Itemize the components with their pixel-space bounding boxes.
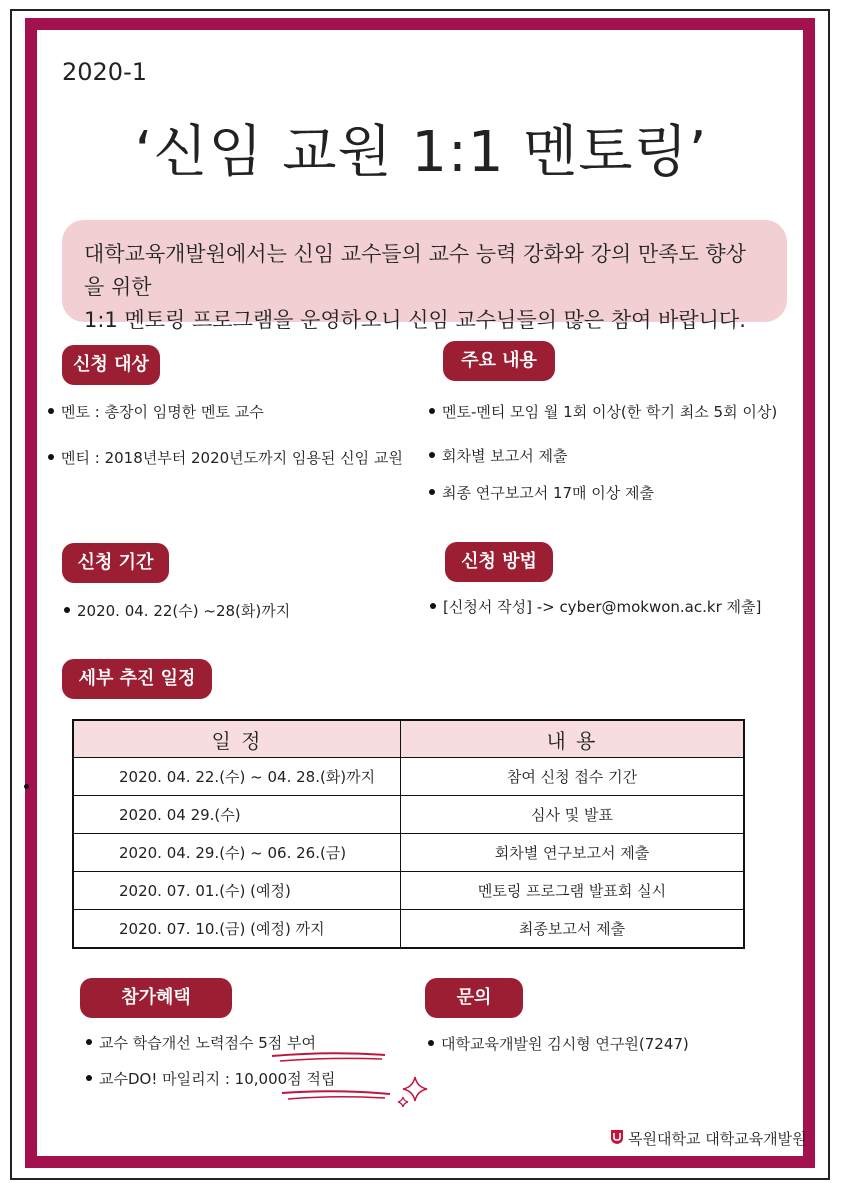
list-item: 멘토 : 총장이 임명한 멘토 교수 [48,401,264,422]
table-cell-desc: 최종보고서 제출 [401,910,745,949]
list-item: 교수DO! 마일리지 : 10,000점 적립 [86,1068,335,1089]
intro-line-2: 1:1 멘토링 프로그램을 운영하오니 신임 교수님들의 많은 참여 바랍니다. [84,308,746,332]
bullet-icon [48,454,54,460]
bullet-icon [429,408,435,414]
list-item: 2020. 04. 22(수) ~28(화)까지 [64,600,290,621]
list-item: 멘티 : 2018년부터 2020년도까지 임용된 신임 교원 [48,447,403,468]
stray-dot [24,784,29,789]
section-method-label: 신청 방법 [445,542,553,582]
bullet-icon [430,603,436,609]
table-row [73,910,744,949]
year-label: 2020-1 [62,58,148,86]
highlight-underline [270,1050,390,1064]
section-schedule-label: 세부 추진 일정 [62,659,212,699]
table-cell-desc: 참여 신청 접수 기간 [401,758,745,796]
bullet-icon [64,607,70,613]
table-cell-date: 2020. 04. 22.(수) ~ 04. 28.(화)까지 [73,758,401,796]
list-item: 멘토-멘티 모임 월 1회 이상(한 학기 최소 5회 이상) [429,401,777,422]
bullet-icon [429,452,435,458]
table-header-date: 일 정 [73,720,401,758]
footer [610,1128,807,1150]
table-cell-date: 2020. 07. 10.(금) (예정) 까지 [73,910,401,949]
section-target-label: 신청 대상 [62,345,160,385]
list-item: [신청서 작성] -> cyber@mokwon.ac.kr 제출] [430,596,761,617]
list-item: 최종 연구보고서 17매 이상 제출 [429,482,654,503]
table-row [73,834,744,872]
list-item: 대학교육개발원 김시형 연구원(7247) [428,1033,689,1054]
section-period-label: 신청 기간 [62,543,169,583]
intro-box [62,220,787,332]
highlight-underline [280,1088,395,1102]
table-cell-desc: 회차별 연구보고서 제출 [401,834,745,872]
table-row [73,872,744,910]
section-content-label: 주요 내용 [443,341,555,381]
table-header-row [73,720,744,758]
list-item: 회차별 보고서 제출 [429,445,567,466]
table-row [73,758,744,796]
section-inquiry-label: 문의 [425,978,523,1018]
table-cell-date: 2020. 04. 29.(수) ~ 06. 26.(금) [73,834,401,872]
bullet-icon [48,408,54,414]
schedule-table [72,719,745,949]
bullet-icon [86,1075,92,1081]
page-title: ‘신임 교원 1:1 멘토링’ [134,120,708,185]
section-benefits-label: 참가혜택 [80,978,232,1018]
university-logo-icon [610,1129,624,1149]
table-header-content: 내 용 [401,720,745,758]
intro-line-1: 대학교육개발원에서는 신임 교수들의 교수 능력 강화와 강의 만족도 향상을 위한 [84,242,746,299]
sparkle-icon [395,1075,431,1109]
table-cell-desc: 심사 및 발표 [401,796,745,834]
table-cell-date: 2020. 07. 01.(수) (예정) [73,872,401,910]
table-cell-date: 2020. 04 29.(수) [73,796,401,834]
bullet-icon [429,489,435,495]
bullet-icon [428,1040,434,1046]
bullet-icon [86,1039,92,1045]
table-row [73,796,744,834]
footer-org: 목원대학교 대학교육개발원 [628,1130,807,1148]
list-item: 교수 학습개선 노력점수 5점 부여 [86,1032,316,1053]
table-cell-desc: 멘토링 프로그램 발표회 실시 [401,872,745,910]
